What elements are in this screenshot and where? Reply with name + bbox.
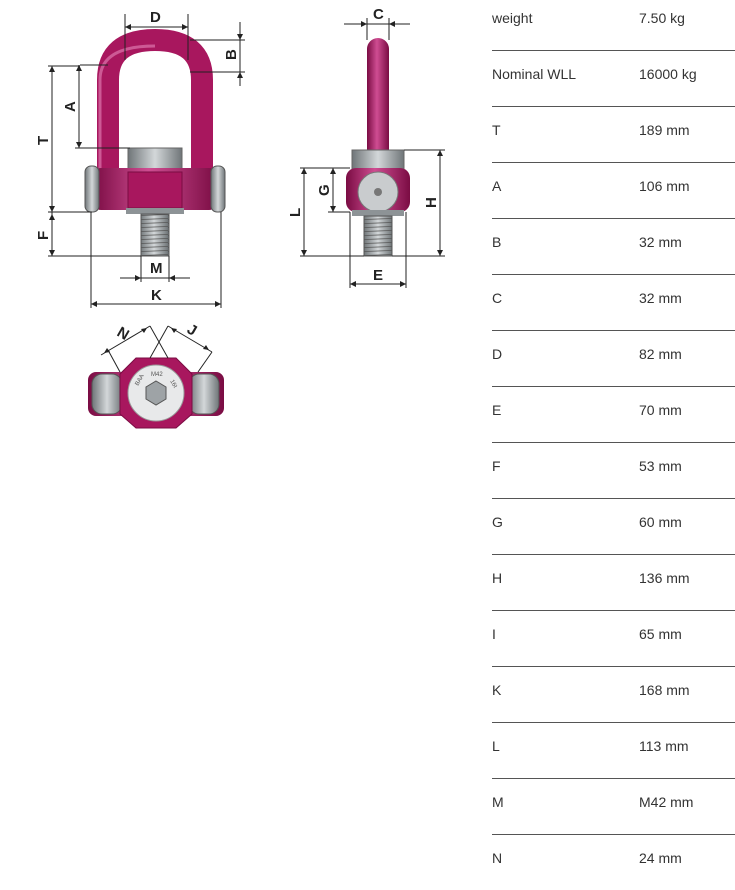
dim-letter-a: A (62, 101, 79, 112)
side-view (287, 6, 445, 288)
dim-letter-l: L (287, 207, 304, 217)
spec-row (492, 275, 735, 331)
front-right-cap (211, 166, 225, 212)
spec-label: D (492, 346, 503, 362)
spec-value: 136 mm (639, 570, 690, 586)
spec-label: G (492, 514, 503, 530)
spec-value: 189 mm (639, 122, 690, 138)
spec-row (492, 51, 735, 107)
dim-letter-f: F (35, 230, 52, 240)
spec-value: 168 mm (639, 682, 690, 698)
spec-value: 82 mm (639, 346, 682, 362)
spec-row (492, 611, 735, 667)
spec-row (492, 107, 735, 163)
spec-label: Nominal WLL (492, 66, 577, 82)
spec-label: F (492, 458, 501, 474)
plate-marking-brand: BAA (134, 373, 146, 387)
spec-label: weight (492, 10, 533, 26)
top-right-cap (189, 374, 219, 414)
spec-value: 60 mm (639, 514, 682, 530)
spec-label: T (492, 122, 501, 138)
spec-label: N (492, 850, 503, 866)
spec-value: 65 mm (639, 626, 682, 642)
dim-letter-b: B (223, 49, 240, 60)
spec-value: 70 mm (639, 402, 682, 418)
front-threaded-bolt (141, 214, 169, 256)
dim-letter-e: E (373, 267, 384, 284)
dim-letter-c: C (373, 6, 384, 23)
dim-letter-h: H (423, 197, 440, 208)
dim-letter-k: K (151, 287, 162, 304)
technical-drawing (0, 0, 470, 440)
spec-label: B (492, 234, 502, 250)
spec-row (492, 331, 735, 387)
spec-value: 7.50 kg (639, 10, 685, 26)
spec-label: K (492, 682, 502, 698)
spec-value: 32 mm (639, 290, 682, 306)
spec-row (492, 667, 735, 723)
front-left-cap (85, 166, 99, 212)
spec-row (492, 779, 735, 835)
spec-label: C (492, 290, 503, 306)
dim-letter-d: D (150, 9, 161, 26)
spec-row (492, 555, 735, 611)
spec-row (492, 499, 735, 555)
front-view (35, 9, 245, 308)
dim-letter-m: M (150, 260, 163, 277)
spec-value: 24 mm (639, 850, 682, 866)
dim-letter-t: T (35, 135, 52, 145)
spec-label: L (492, 738, 500, 754)
plate-marking-load: 16t (168, 379, 178, 390)
spec-value: M42 mm (639, 794, 694, 810)
spec-value: 16000 kg (639, 66, 697, 82)
spec-label: H (492, 570, 503, 586)
top-view (88, 321, 224, 428)
spec-row (492, 0, 735, 51)
spec-row (492, 835, 735, 890)
top-left-cap (92, 374, 122, 414)
spec-row (492, 163, 735, 219)
dim-letter-g: G (316, 184, 333, 196)
side-threaded-bolt (364, 216, 392, 256)
plate-marking-size: M42 (151, 372, 163, 378)
dim-letter-j: J (184, 320, 200, 340)
spec-row (492, 443, 735, 499)
spec-row (492, 723, 735, 779)
spec-value: 113 mm (639, 738, 689, 754)
spec-label: E (492, 402, 502, 418)
spec-label: A (492, 178, 502, 194)
spec-value: 53 mm (639, 458, 682, 474)
dim-letter-n: N (114, 323, 132, 344)
spec-value: 106 mm (639, 178, 690, 194)
front-hex-nut (128, 148, 182, 170)
spec-row (492, 387, 735, 443)
spec-label: M (492, 794, 504, 810)
spec-label: I (492, 626, 496, 642)
spec-row (492, 219, 735, 275)
spec-value: 32 mm (639, 234, 682, 250)
spec-table (492, 0, 735, 890)
